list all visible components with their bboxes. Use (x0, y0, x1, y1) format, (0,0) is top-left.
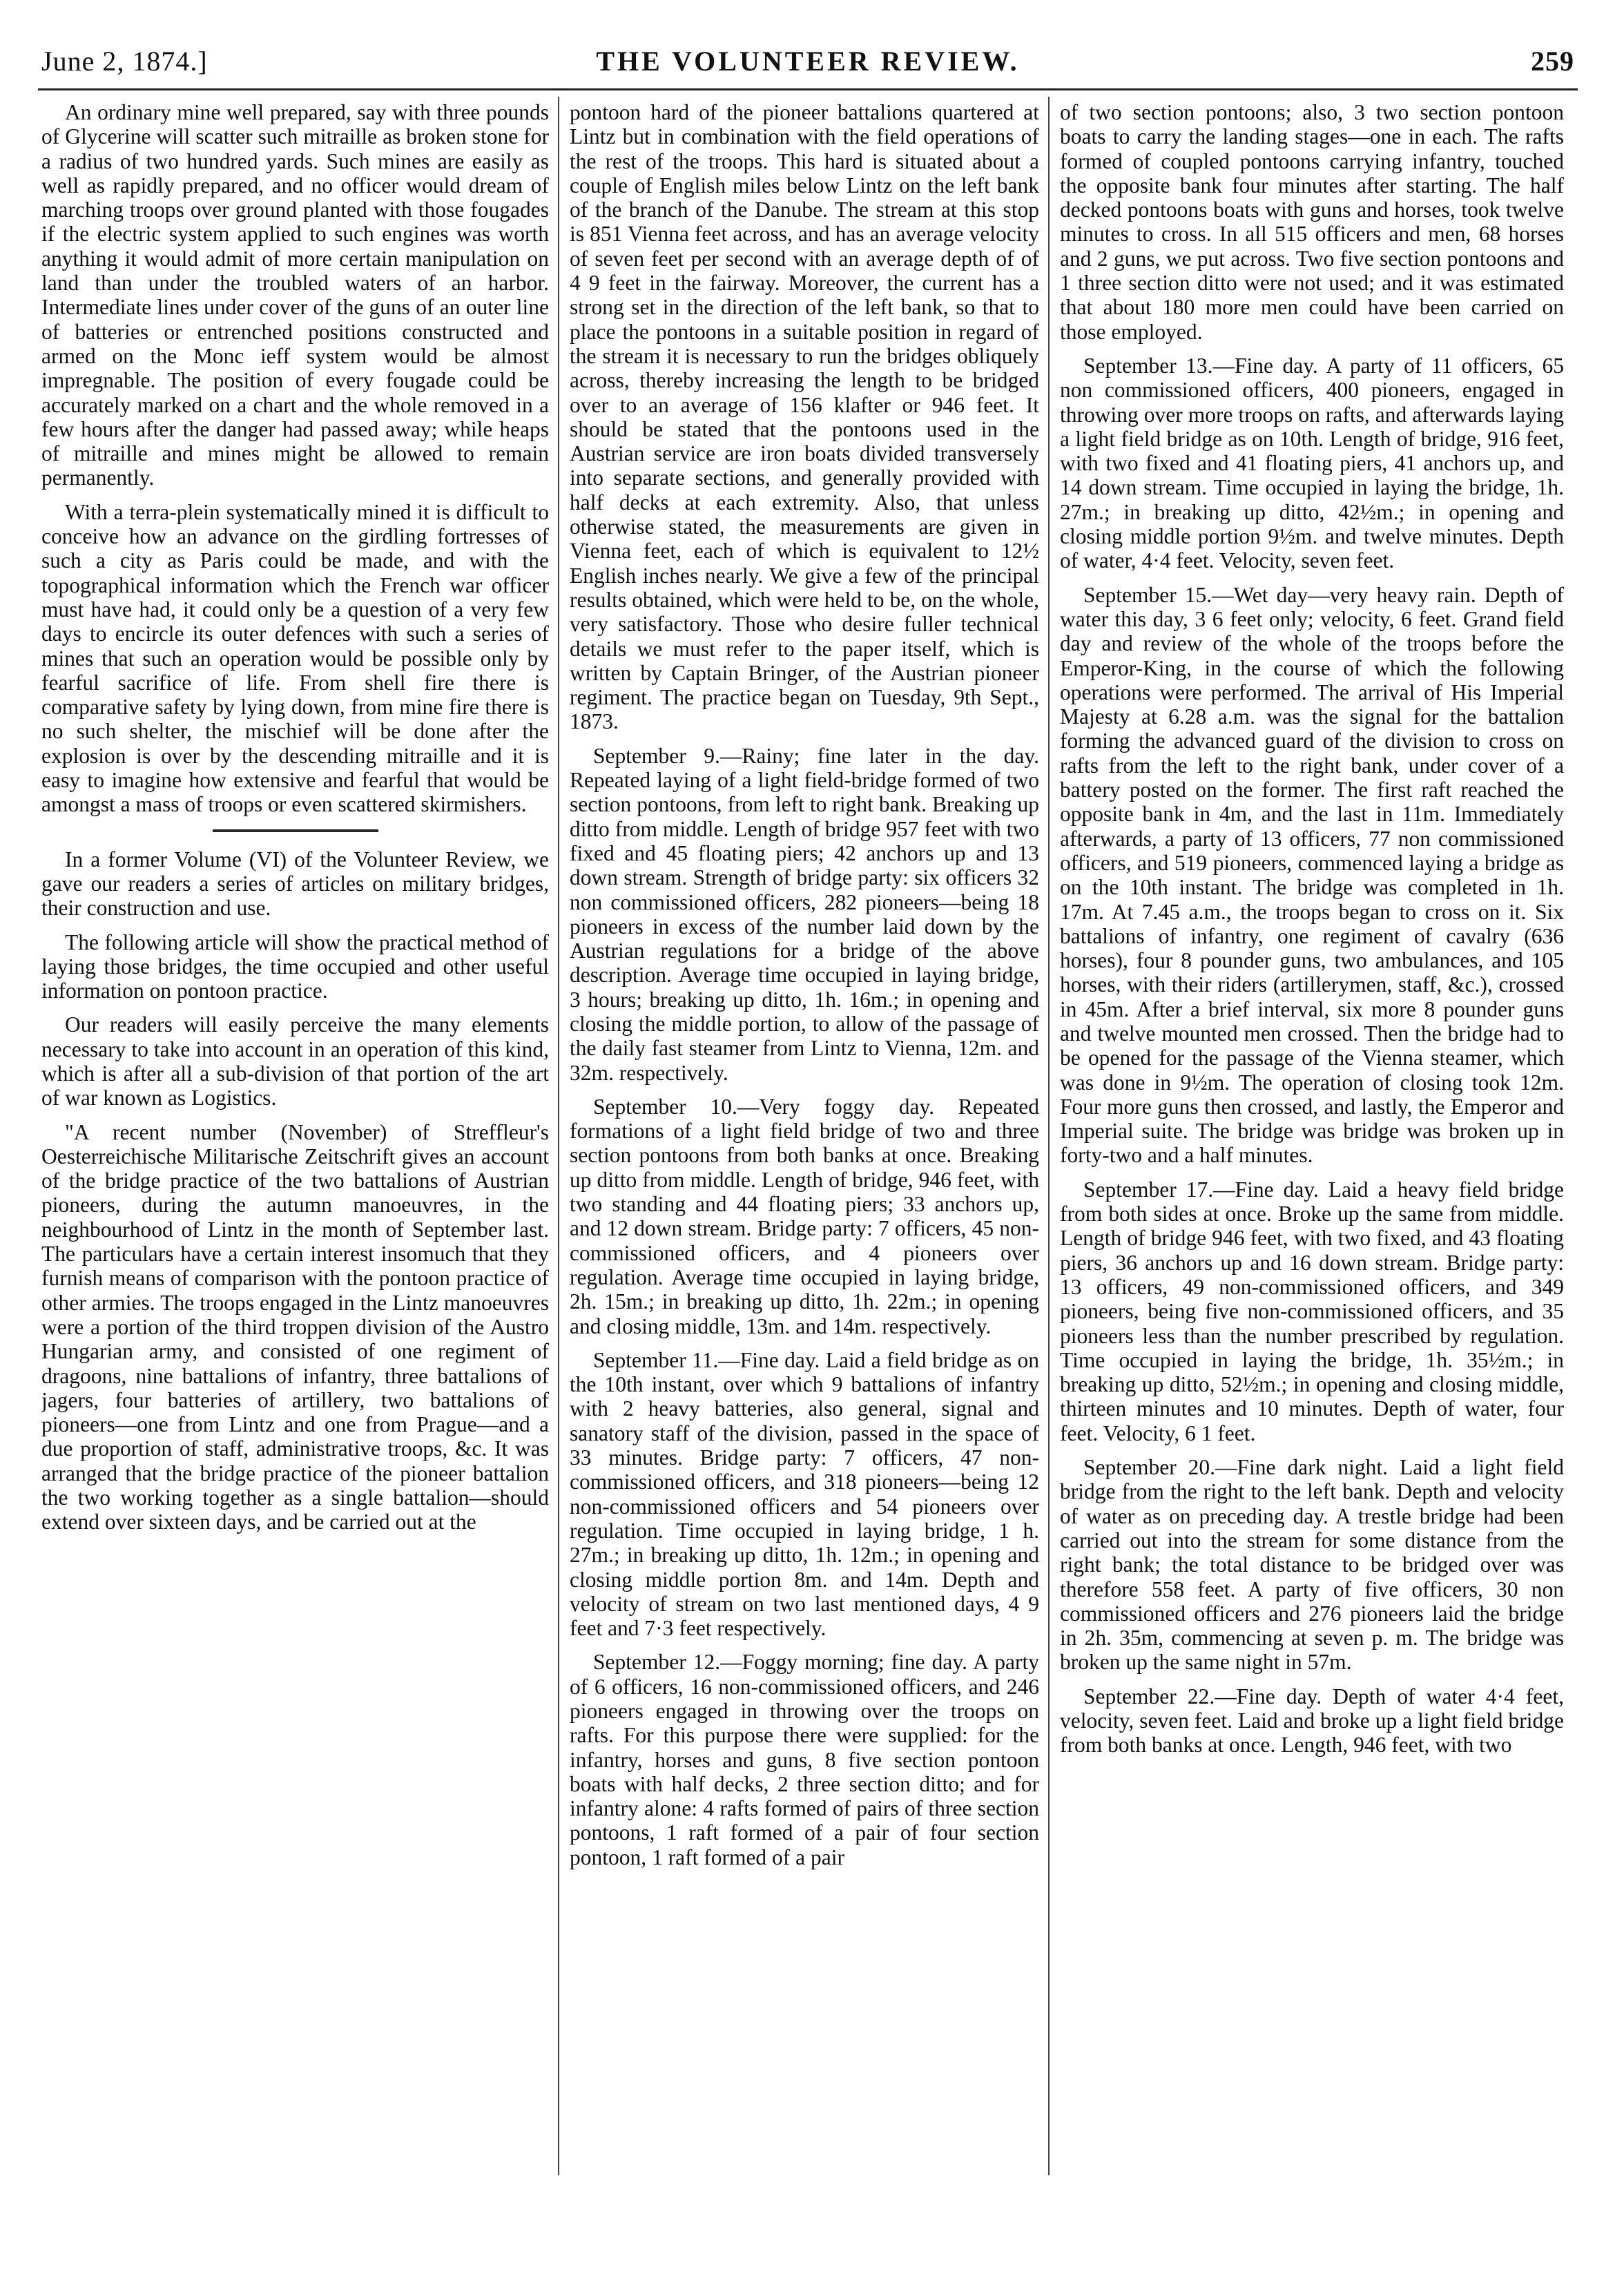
paragraph: September 11.—Fine day. Laid a field bridge as on the 10th instant, over which 9 battalions of infantry with 2 heavy batteries, also general, signal and sanatory staff of the division, passed in the space of 33 minutes. Bridge party: 7 officers, 47 non-commissioned officers, and 318 pioneers—being 12 non-commissioned officers and 54 pioneers over regulation. Time occupied in laying bridge, 1 h. 27m.; in breaking up ditto, 1h. 12m.; in opening and closing middle portion 8m. and 14m. Depth and velocity of stream on two last mentioned days, 4 9 feet and 7·3 feet respectively. (570, 1347, 1039, 1641)
paragraph: In a former Volume (VI) of the Volunteer Review, we gave our readers a series of articles on military bridges, their construction and use. (41, 847, 549, 921)
paragraph: With a terra-plein systematically mined it is difficult to conceive how an advance on the girdling fortresses of such a city as Paris could be made, and with the topographical information which the French war officer must have had, it could only be a question of a very few days to encircle its outer defences with such a series of mines that such an operation would be possible only by fearful sacrifice of life. From shell fire there is comparative safety by lying down, from mine fire there is no such shelter, the mischief will be done after the explosion is over by the descending mitraille and it is easy to imagine how extensive and fearful that would be amongst a mass of troops or even scattered skirmishers. (41, 499, 549, 817)
paragraph: September 13.—Fine day. A party of 11 officers, 65 non commissioned officers, 400 pioneers, engaged in throwing over more troops on rafts, and afterwards laying a light field bridge as on 10th. Length of bridge, 916 feet, with two fixed and 41 floating piers, 41 anchors up, and 14 down stream. Time occupied in laying the bridge, 1h. 27m.; in breaking up ditto, 42½m.; in opening and closing middle portion 9½m. and twelve minutes. Depth of water, 4·4 feet. Velocity, seven feet. (1060, 353, 1564, 573)
paragraph: An ordinary mine well prepared, say with three pounds of Glycerine will scatter such mitraille as broken stone for a radius of two hundred yards. Such mines are easily as well as rapidly prepared, and no officer would dream of marching troops over ground planted with those fougades if the electric system applied to such engines was worth anything it would admit of more certain manipulation on land than under the troubled waters of an harbor. Intermediate lines under cover of the guns of an outer line of batteries or entrenched positions constructed and armed on the Monc ieff system would be almost impregnable. The position of every fougade could be accurately marked on a chart and the whole removed in a few hours after the danger had passed away; while heaps of mitraille and mines might be allowed to remain permanently. (41, 100, 549, 490)
paragraph: September 17.—Fine day. Laid a heavy field bridge from both sides at once. Broke up the same from middle. Length of bridge 946 feet, with two fixed, and 43 floating piers, 36 anchors up and 16 down stream. Bridge party: 13 officers, 49 non-commissioned officers, and 349 pioneers, being five non-commissioned officers, and 35 pioneers less than the number prescribed by regulation. Time occupied in laying the bridge, 1h. 35½m.; in breaking up ditto, 52½m.; in opening and closing middle, thirteen minutes and 10 minutes. Depth of water, four feet. Velocity, 6 1 feet. (1060, 1177, 1564, 1445)
page-number: 259 (1531, 46, 1574, 77)
masthead-title: THE VOLUNTEER REVIEW. (596, 46, 1020, 77)
paragraph: September 20.—Fine dark night. Laid a light field bridge from the right to the left bank. Depth and velocity of water as on preceding day. A trestle bridge had been carried out into the stream for some distance from the right bank; the total distance to be bridged over was therefore 558 feet. A party of five officers, 30 non commissioned officers and 276 pioneers laid the bridge in 2h. 35m, commencing at seven p. m. The bridge was broken up the same night in 57m. (1060, 1455, 1564, 1675)
section-separator (213, 829, 378, 832)
paragraph: Our readers will easily perceive the many elements necessary to take into account in an operation of this kind, which is after all a sub-division of that portion of the art of war known as Logistics. (41, 1012, 549, 1110)
paragraph: "A recent number (November) of Streffleur's Oesterreichische Militarische Zeitschrift gives an account of the bridge practice of the two battalions of Austrian pioneers, during the autumn manoeuvres, in the neighbourhood of Lintz in the month of September last. The particulars have a certain interest insomuch that they furnish means of comparison with the pontoon practice of other armies. The troops engaged in the Lintz manoeuvres were a portion of the third troppen division of the Austro Hungarian army, and consisted of one regiment of dragoons, nine battalions of infantry, three battalions of jagers, four batteries of artillery, two battalions of pioneers—one from Lintz and one from Prague—and a due proportion of staff, administrative troops, &c. It was arranged that the bridge practice of the pioneer battalion the two working together as a single battalion—should extend over sixteen days, and be carried out at the (41, 1119, 549, 1534)
header-rule (38, 88, 1578, 90)
paragraph: September 9.—Rainy; fine later in the day. Repeated laying of a light field-bridge formed of two section pontoons, from left to right bank. Breaking up ditto from middle. Length of bridge 957 feet with two fixed and 45 floating piers; 42 anchors up and 13 down stream. Strength of bridge party: six officers 32 non commissioned officers, 282 pioneers—being 18 pioneers in excess of the number laid down by the Austrian regulations for a bridge of the above description. Average time occupied in laying bridge, 3 hours; breaking up ditto, 1h. 16m.; in opening and closing the middle portion, to allow of the passage of the daily fast steamer from Lintz to Vienna, 12m. and 32m. respectively. (570, 743, 1039, 1085)
column-1 (41, 100, 549, 2172)
column-2 (570, 100, 1039, 2172)
paragraph: September 22.—Fine day. Depth of water 4·4 feet, velocity, seven feet. Laid and broke up a light field bridge from both banks at once. Length, 946 feet, with two (1060, 1684, 1564, 1758)
column-divider (1048, 97, 1050, 2175)
page-header (41, 38, 1574, 79)
paragraph: The following article will show the practical method of laying those bridges, the time occupied and other useful information on pontoon practice. (41, 930, 549, 1003)
paragraph: September 15.—Wet day—very heavy rain. Depth of water this day, 3 6 feet only; velocity, 6 feet. Grand field day and review of the whole of the troops before the Emperor-King, in the course of which the following operations were performed. The arrival of His Imperial Majesty at 6.28 a.m. was the signal for the battalion forming the advanced guard of the division to cross on rafts from the left to the right bank, under cover of a battery posted on the former. The first raft reached the opposite bank in 4m, and the last in 11m. Immediately afterwards, a party of 13 officers, 77 non commissioned officers, and 519 pioneers, commenced laying a bridge as on the 10th instant. The bridge was completed in 1h. 17m. At 7.45 a.m., the troops began to cross on it. Six battalions of infantry, one regiment of cavalry (636 horses), four 8 pounder guns, two ambulances, and 105 horses, with their riders (artillerymen, staff, &c.), crossed in 45m. After a brief interval, six more 8 pounder guns and twelve mounted men crossed. Then the bridge had to be opened for the passage of the Vienna steamer, which was done in 9½m. The operation of closing took 12m. Four more guns then crossed, and lastly, the Emperor and Imperial suite. The bridge was bridge was broken up in forty-two and a half minutes. (1060, 582, 1564, 1168)
column-3 (1060, 100, 1564, 2172)
paragraph: of two section pontoons; also, 3 two section pontoon boats to carry the landing stages—one in each. The rafts formed of coupled pontoons carrying infantry, touched the opposite bank four minutes after starting. The half decked pontoons boats with guns and horses, took twelve minutes to cross. In all 515 officers and men, 68 horses and 2 guns, we put across. Two five section pontoons and 1 three section ditto were not used; and it was estimated that about 180 more men could have been carried on those employed. (1060, 100, 1564, 344)
paragraph: pontoon hard of the pioneer battalions quartered at Lintz but in combination with the field operations of the rest of the troops. This hard is situated about a couple of English miles below Lintz on the left bank of the branch of the Danube. The stream at this stop is 851 Vienna feet across, and has an average velocity of seven feet per second with an average depth of of 4 9 feet in the fairway. Moreover, the current has a strong set in the direction of the left bank, so that to place the pontoons in a suitable position in regard of the stream it is necessary to run the bridges obliquely across, thereby increasing the length to be bridged over to an average of 156 klafter or 946 feet. It should be stated that the pontoons used in the Austrian service are iron boats divided transversely into separate sections, and generally provided with half decks at each extremity. Also, that unless otherwise stated, the measurements are given in Vienna feet, each of which is equivalent to 12½ English inches nearly. We give a few of the principal results obtained, which were held to be, on the whole, very satisfactory. Those who desire fuller technical details we must refer to the paper itself, which is written by Captain Bringer, of the Austrian pioneer regiment. The practice began on Tuesday, 9th Sept., 1873. (570, 100, 1039, 734)
issue-date: June 2, 1874.] (41, 46, 208, 77)
column-divider (558, 97, 559, 2175)
paragraph: September 12.—Foggy morning; fine day. A party of 6 officers, 16 non-commissioned officers, and 246 pioneers engaged in throwing over the troops on rafts. For this purpose there were supplied: for the infantry, horses and guns, 8 five section pontoon boats with half decks, 2 three section ditto; and for infantry alone: 4 rafts formed of pairs of three section pontoons, 1 raft formed of a pair of four section pontoon, 1 raft formed of a pair (570, 1650, 1039, 1869)
paragraph: September 10.—Very foggy day. Repeated formations of a light field bridge of two and three section pontoons from both banks at once. Breaking up ditto from middle. Length of bridge, 946 feet, with two standing and 44 floating piers; 33 anchors up, and 12 down stream. Bridge party: 7 officers, 45 non-commissioned officers, and 4 pioneers over regulation. Average time occupied in laying bridge, 2h. 15m.; in breaking up ditto, 1h. 22m.; in opening and closing middle, 13m. and 14m. respectively. (570, 1094, 1039, 1338)
